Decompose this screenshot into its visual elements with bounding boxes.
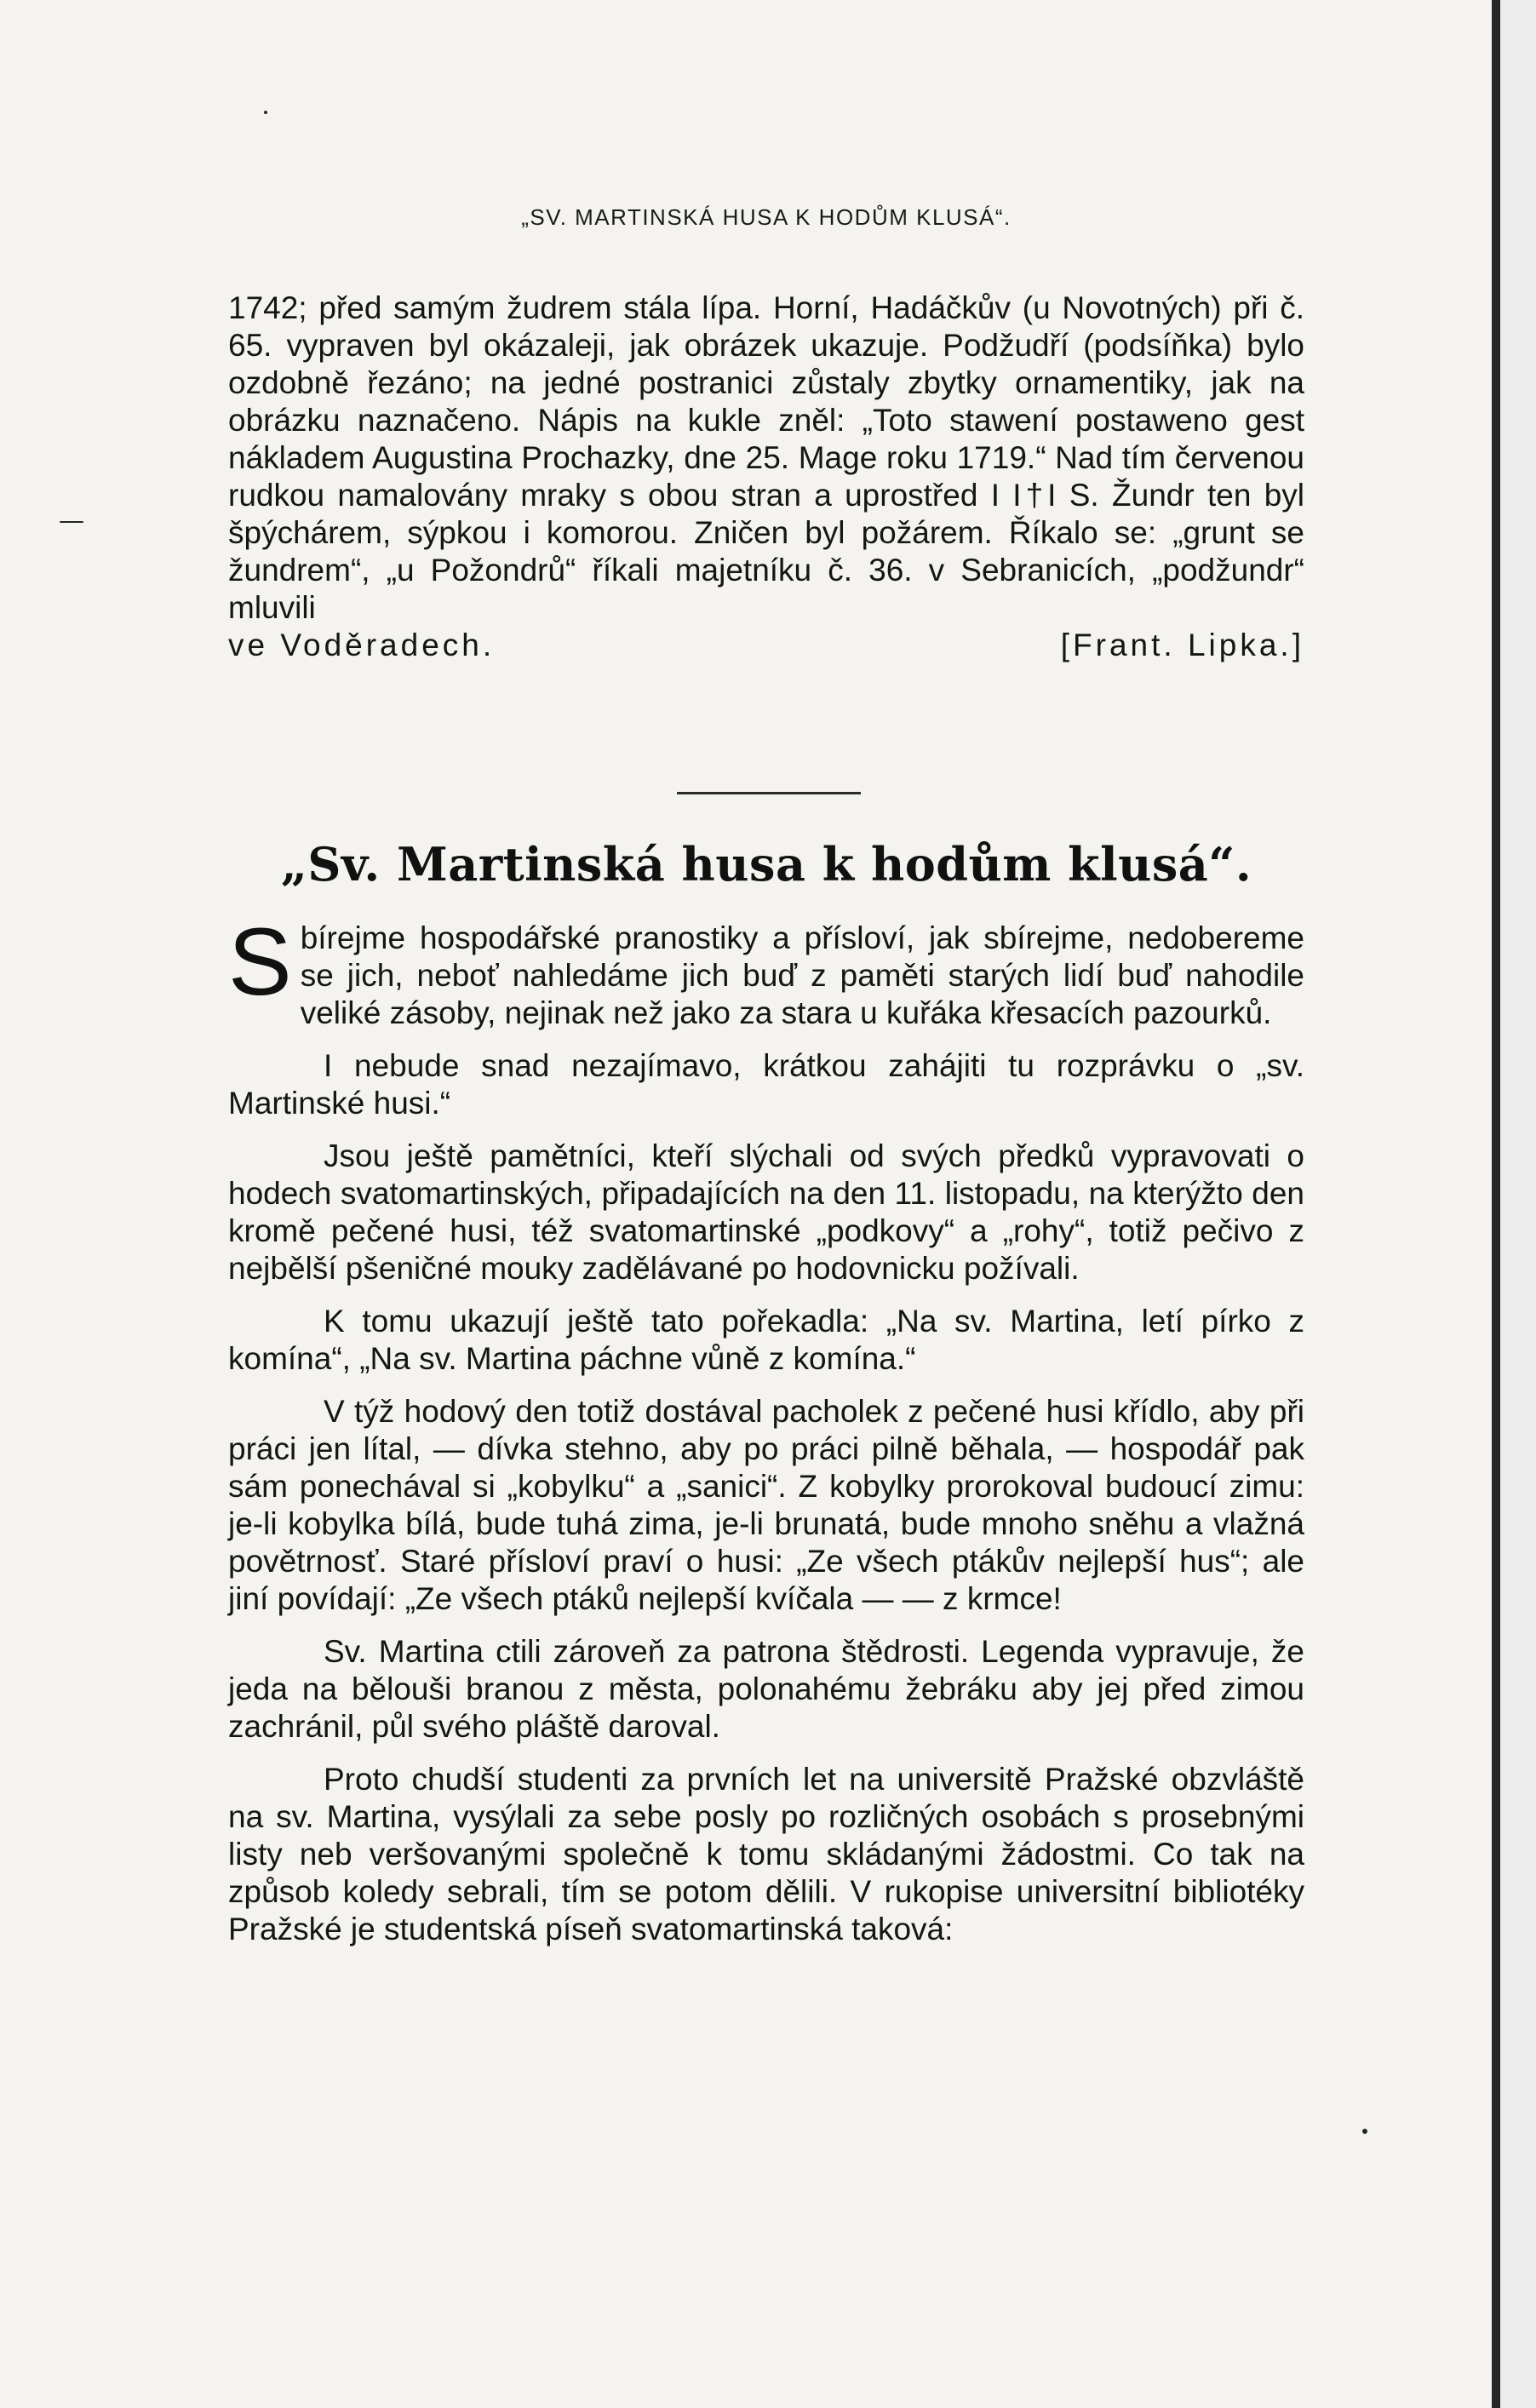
paragraph-4: K tomu ukazují ještě tato pořekadla: „Na sv. Martina, letí pírko z komína“, „Na sv. Martina páchne vůně z komína.“ (228, 1304, 1304, 1376)
drop-cap: S (228, 909, 292, 1015)
signature-line (228, 627, 1304, 664)
running-head: „SV. MARTINSKÁ HUSA K HODŮM KLUSÁ“. (521, 204, 1012, 230)
scan-margin (1500, 0, 1536, 2408)
top-paragraph: 1742; před samým žudrem stála lípa. Horní, Hadáčkův (u Novotných) při č. 65. vypraven byl okázaleji, jak obrázek ukazuje. Podžudří (podsíňka) bylo ozdobně řezáno; na jedné postranici zůstaly zbytky ornamentiky, jak na obrázku naznačeno. Nápis na kukle zněl: „Toto stawení postaweno gest nákladem Augustina Prochazky, dne 25. Mage roku 1719.“ Nad tím červenou rudkou namalovány mraky s obou stran a uprostřed I I†I S. Žundr ten byl špýchárem, sýpkou i komorou. Zničen byl požárem. Říkalo se: „grunt se žundrem“, „u Požondrů“ říkali majetníku č. 36. v Sebranicích, „podžundr“ mluvili (228, 290, 1304, 625)
page-edge (1492, 0, 1500, 2408)
author-signature: [Frant. Lipka.] (1060, 628, 1304, 662)
top-section (228, 290, 1304, 664)
paragraph-6: Sv. Martina ctili zároveň za patrona štědrosti. Legenda vypravuje, že jeda na bělouši branou z města, polonahému žebráku aby jej před zimou zachránil, půl svého pláště daroval. (228, 1634, 1304, 1744)
scan-speck (1362, 2129, 1367, 2134)
paragraph-1 (228, 909, 1304, 1032)
paragraph-5: V týž hodový den totiž dostával pacholek z pečené husi křídlo, aby při práci jen lítal, — dívka stehno, aby po práci pilně běhala, — hospodář pak sám ponechával si „kobylku“ a „sanici“. Z kobylky prorokoval budoucí zimu: je-li kobylka bílá, bude tuhá zima, je-li brunatá, bude mnoho sněhu a vlažná povětrnosť. Staré přísloví praví o husi: „Ze všech ptákův nejlepší hus“; ale jiní povídají: „Ze všech ptáků nejlepší kvíčala — — z krmce! (228, 1394, 1304, 1616)
article-title: „Sv. Martinská husa k hodům klusá“. (280, 837, 1252, 892)
main-section (228, 909, 1304, 1964)
scan-speck (60, 521, 83, 523)
paragraph-3: Jsou ještě pamětníci, kteří slýchali od svých předků vypravovati o hodech svatomartinských, připadajících na den 11. listopadu, na kterýžto den kromě pečené husi, též svatomartinské „podkovy“ a „rohy“, totiž pečivo z nejbělší pšeničné mouky zadělávané po hodovnicku požívali. (228, 1138, 1304, 1286)
section-divider (677, 792, 861, 794)
paragraph-2: I nebude snad nezajímavo, krátkou zahájiti tu rozprávku o „sv. Martinské husi.“ (228, 1048, 1304, 1121)
scan-speck (264, 111, 267, 114)
paragraph-1-text: bírejme hospodářské pranostiky a přísloví, jak sbírejme, nedobereme se jich, neboť nahledáme jich buď z paměti starých lidí buď nahodile veliké zásoby, nejinak než jako za stara u kuřáka křesacích pazourků. (300, 920, 1304, 1030)
paragraph-7: Proto chudší studenti za prvních let na universitě Pražské obzvláště na sv. Martina, vysýlali za sebe posly po rozličných osobách s prosebnými listy neb veršovanými společně k tomu skládanými žádostmi. Co tak na způsob koledy sebrali, tím se potom dělili. V rukopise universitní bibliotéky Pražské je studentská píseň svatomartinská taková: (228, 1762, 1304, 1946)
closing-line: ve Voděradech. (228, 628, 496, 662)
